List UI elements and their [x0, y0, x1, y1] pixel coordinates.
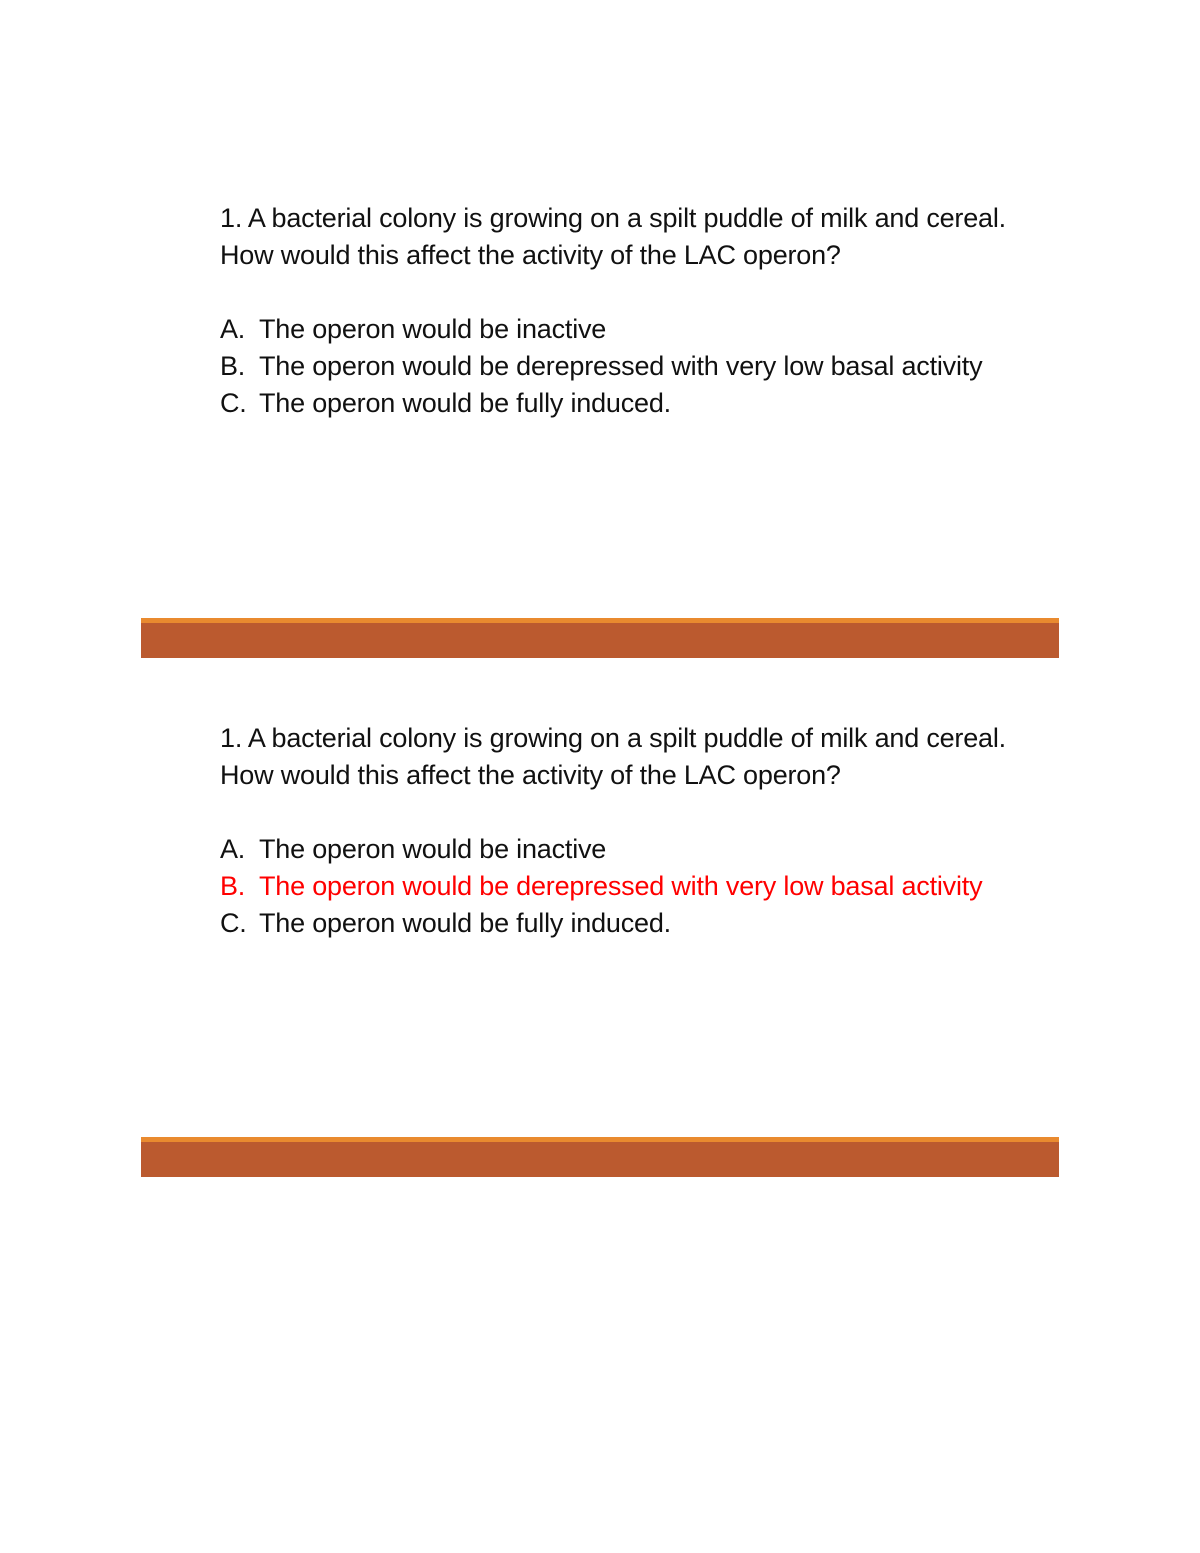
option-c — [220, 905, 1020, 942]
answer-options — [220, 831, 1020, 942]
option-text: The operon would be fully induced. — [259, 908, 671, 938]
option-text: The operon would be inactive — [259, 834, 607, 864]
option-b-correct-answer — [220, 868, 1020, 905]
option-letter: A. — [220, 314, 246, 344]
question-slide-1 — [220, 200, 1020, 422]
option-letter: B. — [220, 351, 246, 381]
question-slide-2 — [220, 720, 1020, 942]
option-letter: B. — [220, 871, 246, 901]
question-text: 1. A bacterial colony is growing on a spilt puddle of milk and cereal. How would this affect the activity of the LAC operon? — [220, 203, 1006, 270]
option-letter: C. — [220, 388, 247, 418]
option-text: The operon would be derepressed with very low basal activity — [259, 871, 983, 901]
option-letter: C. — [220, 908, 247, 938]
option-a — [220, 831, 1020, 868]
option-a — [220, 311, 1020, 348]
option-c — [220, 385, 1020, 422]
slide-divider — [141, 1137, 1059, 1177]
answer-options — [220, 311, 1020, 422]
option-text: The operon would be derepressed with very low basal activity — [259, 351, 983, 381]
question-text: 1. A bacterial colony is growing on a spilt puddle of milk and cereal. How would this affect the activity of the LAC operon? — [220, 723, 1006, 790]
option-letter: A. — [220, 834, 246, 864]
slide-divider — [141, 618, 1059, 658]
option-text: The operon would be inactive — [259, 314, 607, 344]
option-text: The operon would be fully induced. — [259, 388, 671, 418]
option-b — [220, 348, 1020, 385]
